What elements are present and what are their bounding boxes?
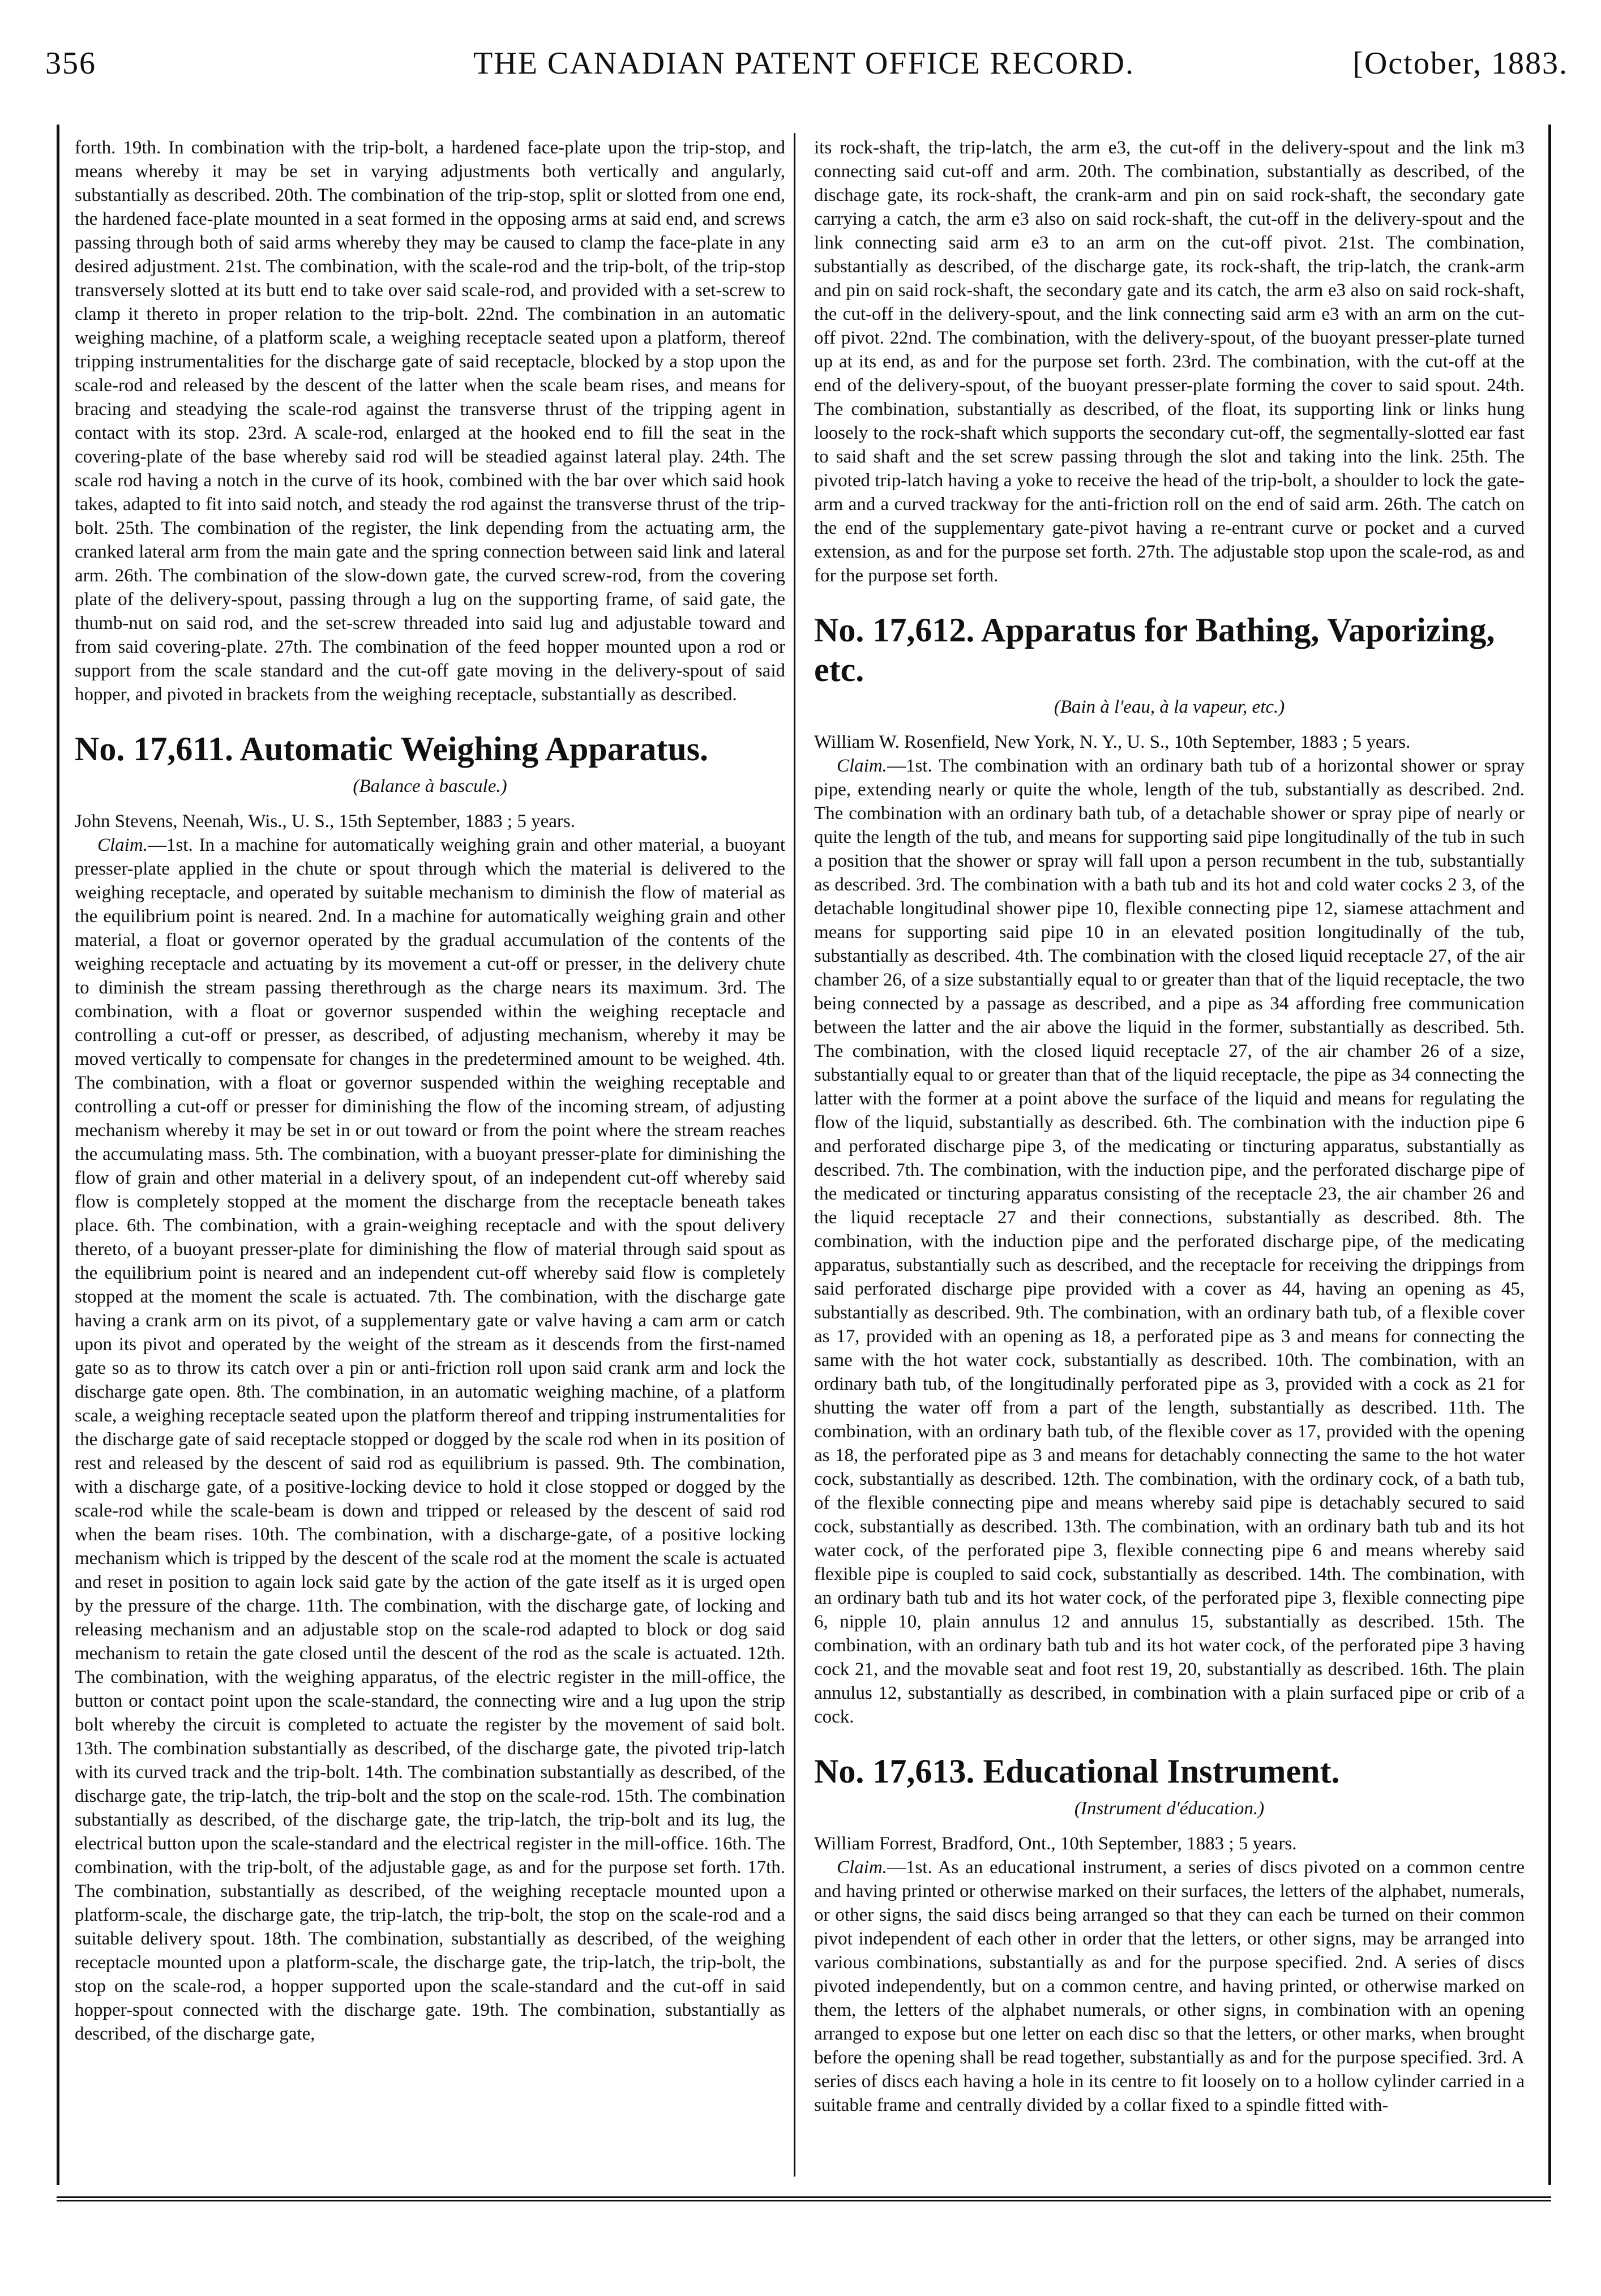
claim-text: —1st. As an educational instrument, a series of discs pivoted on a common centre and having printed or otherwise marked on their surfaces, the letters of the alphabet, numerals, or other signs, the said discs being arranged so that they can each be turned on their common pivot independent of each other in order that the letters, or other signs, may be arranged into various combinations, substantially as and for the purpose specified. 2nd. A series of discs pivoted independently, but on a common centre, and having printed, or otherwise marked on them, the letters of the alphabet numerals, or other signs, in combination with an opening arranged to expose but one letter on each disc so that the letters, or other marks, when brought before the opening shall be read together, substantially as and for the purpose specified. 3rd. A series of discs each having a hole in its centre to fit loosely on to a hollow cylinder carried in a suitable frame and centrally divided by a collar fixed to a spindle fitted with- <box>814 1857 1525 2115</box>
claim-text: —1st. In a machine for automatically weighing grain and other material, a buoyant presser-plate applied in the chute or spout through which the material is delivered to the weighing receptacle, and operated by suitable mechanism to diminish the flow of material as the equilibrium point is neared. 2nd. In a machine for automatically weighing grain and other material, a float or governor operated by the gradual accumulation of the contents of the weighing receptacle and actuating by its movement a cut-off or presser, in the delivery chute to diminish the stream passing therethrough as the charge nears its maximum. 3rd. The combination, with a float or governor suspended within the weighing receptacle and controlling a cut-off or presser, as described, of adjusting mechanism, whereby it may be moved vertically to compensate for changes in the predetermined amount to be weighed. 4th. The combination, with a float or governor suspended within the weighing receptable and controlling a cut-off or presser for diminishing the flow of the incoming stream, of adjusting mechanism whereby it may be set in or out toward or from the point where the stream reaches the accumulating mass. 5th. The combination, with a buoyant presser-plate for diminishing the flow of grain and other material in a delivery spout, of an independent cut-off whereby said flow is completely stopped at the moment the discharge from the receptacle beneath takes place. 6th. The combination, with a grain-weighing receptacle and with the spout delivery thereto, of a buoyant presser-plate for diminishing the flow of material through said spout as the equilibrium point is neared and an independent cut-off whereby said flow is completely stopped at the moment the scale is actuated. 7th. The combination, with the discharge gate having a crank arm on its pivot, of a supplementary gate or valve having a cam arm or catch upon its pivot and operated by the weight of the stream as it descends from the first-named gate so as to throw its catch over a pin or anti-friction roll upon said crank arm and lock the discharge gate open. 8th. The combination, in an automatic weighing machine, of a platform scale, a weighing receptacle seated upon the platform thereof and tripping instrumentalities for the discharge gate of said receptacle stopped or dogged by the scale rod when in its position of rest and released by the descent of said rod as equilibrium is passed. 9th. The combination, with a discharge gate, of a positive-locking device to hold it close stopped or dogged by the scale-rod while the scale-beam is down and tripped or released by the descent of said rod when the beam rises. 10th. The combination, with a discharge-gate, of a positive locking mechanism which is tripped by the descent of the scale rod at the moment the scale is actuated and reset in position to again lock said gate by the action of the gate itself as it is urged open by the pressure of the charge. 11th. The combination, with the discharge gate, of locking and releasing mechanism and an adjustable stop on the scale-rod adapted to block or dog said mechanism to retain the gate closed until the descent of the rod as the scale is actuated. 12th. The combination, with the weighing apparatus, of the electric register in the mill-office, the button or contact point upon the scale-standard, the connecting wire and a lug upon the strip bolt whereby the circuit is completed to actuate the register by the movement of said bolt. 13th. The combination substantially as described, of the discharge gate, the pivoted trip-latch with its curved track and the trip-bolt. 14th. The combination substantially as described, of the discharge gate, the trip-latch, the trip-bolt and the stop on the scale-rod. 15th. The combination substantially as described, of the discharge gate, the trip-latch, the trip-bolt and its lug, the electrical button upon the scale-standard and the electrical register in the mill-office. 16th. The combination, with the trip-bolt, of the adjustable gage, as and for the purpose set forth. 17th. The combination, substantially as described, of the weighing receptacle mounted upon a platform-scale, the discharge gate, the trip-latch, the trip-bolt, the stop on the scale-rod and a suitable delivery spout. 18th. The combination, substantially as described, of the weighing receptacle mounted upon a platform-scale, the discharge gate, the trip-latch, the trip-bolt, the stop on the scale-rod, a hopper supported upon the scale-standard and the cut-off in said hopper-spout connected with the discharge gate. 19th. The combination, substantially as described, of the discharge gate, <box>75 835 785 2044</box>
bottom-rule <box>57 2196 1551 2201</box>
claim-label: Claim. <box>837 1857 887 1878</box>
patent-claims <box>814 1856 1525 2117</box>
left-column <box>75 136 785 2182</box>
patent-entry-17612 <box>814 610 1525 1729</box>
issue-date: [October, 1883. <box>1352 46 1568 81</box>
patent-french-title: (Instrument d'éducation.) <box>1074 1798 1265 1819</box>
journal-title: THE CANADIAN PATENT OFFICE RECORD. <box>473 46 1135 81</box>
patent-claims <box>75 833 785 2046</box>
continued-claims-text: forth. 19th. In combination with the trip-bolt, a hardened face-plate upon the trip-stop, and means whereby it may be set in varying adjustments both vertically and angularly, substantially as described. 20th. The combination of the trip-stop, split or slotted from one end, the hardened face-plate mounted in a seat formed in the opposing arms at said end, and screws passing through both of said arms whereby they may be caused to clamp the face-plate in any desired adjustment. 21st. The combination, with the scale-rod and the trip-bolt, of the trip-stop transversely slotted at its butt end to take over said scale-rod, and provided with a set-screw to clamp it thereto in proper relation to the trip-bolt. 22nd. The combination in an automatic weighing machine, of a platform scale, a weighing receptacle seated upon a platform, thereof tripping instrumentalities for the discharge gate of said receptacle, blocked by a stop upon the scale-rod and released by the descent of the latter when the scale beam rises, and means for bracing and steadying the scale-rod against the transverse thrust of the tripping agent in contact with its stop. 23rd. A scale-rod, enlarged at the hooked end to fill the seat in the covering-plate of the base whereby said rod will be steadied against lateral play. 24th. The scale rod having a notch in the curve of its hook, combined with the bar over which said hook takes, adapted to fit into said notch, and steady the rod against the transverse thrust of the trip-bolt. 25th. The combination of the register, the link depending from the actuating arm, the cranked lateral arm from the main gate and the spring connection between said link and lateral arm. 26th. The combination of the slow-down gate, the curved screw-rod, from the covering plate of the delivery-spout, passing through a lug on the supporting frame, of said gate, the thumb-nut on said rod, and the set-screw threaded into said lug and adjustable toward and from said covering-plate. 27th. The combination of the feed hopper mounted upon a rod or support from the scale standard and the cut-off gate moving in the delivery-spout of said hopper, and pivoted in brackets from the weighing receptacle, substantially as described. <box>75 138 785 705</box>
patent-title: No. 17,611. Automatic Weighing Apparatus. <box>75 730 709 768</box>
continued-claims-text: its rock-shaft, the trip-latch, the arm e3, the cut-off in the delivery-spout and the link m3 connecting said cut-off and arm. 20th. The combination, substantially as described, of the dischage gate, its rock-shaft, the crank-arm and pin on said rock-shaft, the secondary gate carrying a catch, the arm e3 also on said rock-shaft, the cut-off in the delivery-spout and the link connecting said arm e3 to an arm on the cut-off pivot. 21st. The combination, substantially as described, of the discharge gate, its rock-shaft, the trip-latch, the crank-arm and pin on said rock-shaft, the secondary gate and its catch, the arm e3 also on said rock-shaft, the cut-off in the delivery-spout, and the link connecting said arm e3 with an arm on the cut-off pivot. 22nd. The combination, with the delivery-spout, of the buoyant presser-plate turned up at its end, as and for the purpose set forth. 23rd. The combination, with the cut-off at the end of the delivery-spout, of the buoyant presser-plate forming the cover to said spout. 24th. The combination, substantially as described, of the float, its supporting link or links hung loosely to the rock-shaft which supports the secondary cut-off, the segmentally-slotted ear fast to said shaft and the set screw passing through the slot and taking into the link. 25th. The pivoted trip-latch having a yoke to receive the head of the trip-bolt, a shoulder to lock the gate-arm and a curved trackway for the anti-friction roll on the end of said arm. 26th. The catch on the end of the supplementary gate-pivot having a re-entrant curve or pocket and a curved extension, as and for the purpose set forth. 27th. The adjustable stop upon the scale-rod, as and for the purpose set forth. <box>814 138 1525 586</box>
page-number: 356 <box>45 46 96 81</box>
patent-claims <box>814 754 1525 1729</box>
patent-inventor: William W. Rosenfield, New York, N. Y., U. S., 10th September, 1883 ; 5 years. <box>814 732 1411 752</box>
patent-inventor: William Forrest, Bradford, Ont., 10th September, 1883 ; 5 years. <box>814 1834 1297 1854</box>
claim-label: Claim. <box>97 835 148 855</box>
patent-title: No. 17,612. Apparatus for Bathing, Vaporizing, etc. <box>814 611 1495 688</box>
column-divider <box>794 133 795 2177</box>
right-column <box>814 136 1525 2182</box>
patent-title: No. 17,613. Educational Instrument. <box>814 1753 1340 1790</box>
page-header <box>40 45 1568 91</box>
patent-entry-17613 <box>814 1751 1525 2117</box>
patent-french-title: (Balance à bascule.) <box>353 776 507 796</box>
patent-entry-17611 <box>75 729 785 2046</box>
patent-french-title: (Bain à l'eau, à la vapeur, etc.) <box>1054 697 1285 717</box>
claim-text: —1st. The combination with an ordinary bath tub of a horizontal shower or spray pipe, extending nearly or quite the whole, length of the tub, substantially as described. 2nd. The combination with an ordinary bath tub, of a detachable shower or spray pipe of nearly or quite the length of the tub, and means for supporting said pipe longitudinally of the tub in such a position that the shower or spray will fall upon a person recumbent in the tub, substantially as described. 3rd. The combination with a bath tub and its hot and cold water cocks 2 3, of the detachable longitudinal shower pipe 10, flexible connecting pipe 12, siamese attachment and means for supporting said pipe 10 in an elevated position longitudinally of the tub, substantially as described. 4th. The combination with the closed liquid receptacle 27, of the air chamber 26, of a size substantially equal to or greater than that of the liquid receptacle, the two being connected by a passage as described, and a pipe as 34 affording free communication between the latter and the air above the liquid in the former, substantially as described. 5th. The combination, with the closed liquid receptacle 27, of the air chamber 26 of a size, substantially equal to or greater than that of the liquid receptacle, the pipe as 34 connecting the latter with the former at a point above the surface of the liquid and means for regulating the flow of the liquid, substantially as described. 6th. The combination with the induction pipe 6 and perforated discharge pipe 3, of the medicating or tincturing apparatus, substantially as described. 7th. The combination, with the induction pipe, and the perforated discharge pipe of the medicated or tincturing apparatus consisting of the receptacle 23, the air chamber 26 and the liquid receptacle 27 and their connections, substantially as described. 8th. The combination, with the induction pipe and the perforated discharge pipe, of the medicating apparatus, substantially such as described, and the receptacle for receiving the drippings from said perforated discharge pipe provided with a cover as 44, having an opening as 45, substantially as described. 9th. The combination, with an ordinary bath tub, of a flexible cover as 17, provided with an opening as 18, a perforated pipe as 3 and means for connecting the same with the hot water cock, substantially as described. 10th. The combination, with an ordinary bath tub, of the longitudinally perforated pipe as 3, provided with a cock as 21 for shutting the water off from a part of the length, substantially as described. 11th. The combination, with an ordinary bath tub, of the flexible cover as 17, provided with the opening as 18, the perforated pipe as 3 and means for detachably connecting the same to the hot water cock, substantially as described. 12th. The combination, with the ordinary cock, of a bath tub, of the flexible connecting pipe and means whereby said pipe is detachably secured to said cock, substantially as described. 13th. The combination, with an ordinary bath tub and its hot water cock, of the perforated pipe 3, flexible connecting pipe 6 and means whereby said flexible pipe is coupled to said cock, substantially as described. 14th. The combination, with an ordinary bath tub and its hot water cock, of the perforated pipe 3, flexible connecting pipe 6, nipple 10, plain annulus 12 and annulus 15, substantially as described. 15th. The combination, with an ordinary bath tub and its hot water cock, of the perforated pipe 3 having cock 21, and the movable seat and foot rest 19, 20, substantially as described. 16th. The plain annulus 12, substantially as described, in combination with a plain surfaced pipe or crib of a cock. <box>814 756 1525 1727</box>
patent-inventor: John Stevens, Neenah, Wis., U. S., 15th September, 1883 ; 5 years. <box>75 811 575 832</box>
claim-label: Claim. <box>837 756 887 776</box>
